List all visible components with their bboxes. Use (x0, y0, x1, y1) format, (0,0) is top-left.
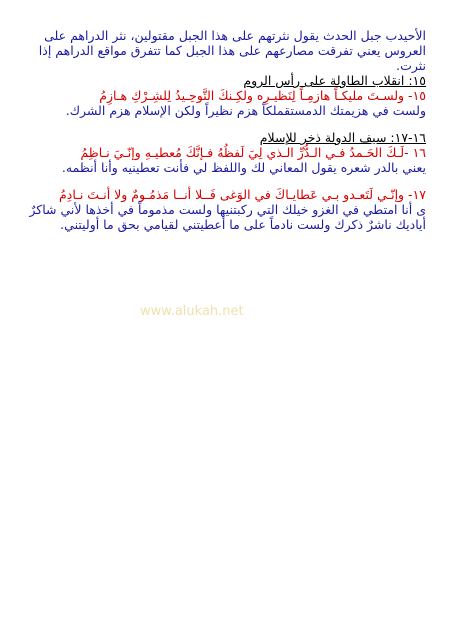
paragraph-intro: الأحيدب جبل الحدث يقول نثرتهم على هذا الجبل مقتولين، نثر الدراهم على العروس يعني تفرقت مصارعهم على هذا الجبل كما تتفرق مواقع الدراهم إذا نثرت. (38, 28, 426, 73)
section-heading-15: ١٥: انقلاب الطاولة على رأس الروم (243, 73, 426, 88)
explanation-17: ى أنا امتطي في الغزو خيلك التي ركبتنيها ولست مذموماً في أخذها لأني شاكرٌ أياديك ناشرٌ ذكرك ولست نادماً على ما أعطيتني لقيامي بحق ما أوليتني. (29, 202, 426, 232)
verse-15: ١٥- ولسـتَ مليكـاً هازمِـاً لِنَظيـرِه ولكِـنكَ التَّوحِـيدُ لِلشِـرْكِ هـازِمُ (99, 88, 426, 103)
section-heading-16-17: ١٦-١٧: سيف الدولة ذخر للإسلام (259, 130, 426, 145)
verse-16: ١٦ -لَـكَ الحَـمدُ فـي الـدُّرِّ الـذي لِيَ لَفظُهُ فـإنَّكَ مُعطيـهِ وإنّـيَ نـاظِمُ (80, 145, 426, 160)
spacer (28, 118, 426, 130)
verse-17: ١٧- وإنّـي لَتَعـدو بـي عَطايـاكَ في الوَغى فَــلا أنــا مَذمُـومٌ ولا أنـتَ نـادِمُ (59, 187, 426, 202)
spacer (28, 175, 426, 187)
watermark: www.alukah.net (140, 304, 244, 319)
document-page (28, 28, 426, 232)
explanation-15: ولست في هزيمتك الدمستقملكاً هزم نظيراً ولكن الإسلام هزم الشرك. (65, 103, 426, 118)
explanation-16: يعني بالدر شعره يقول المعاني لك واللفظ لي فأنت تعطينيه وأنا أنظمه. (61, 160, 426, 175)
